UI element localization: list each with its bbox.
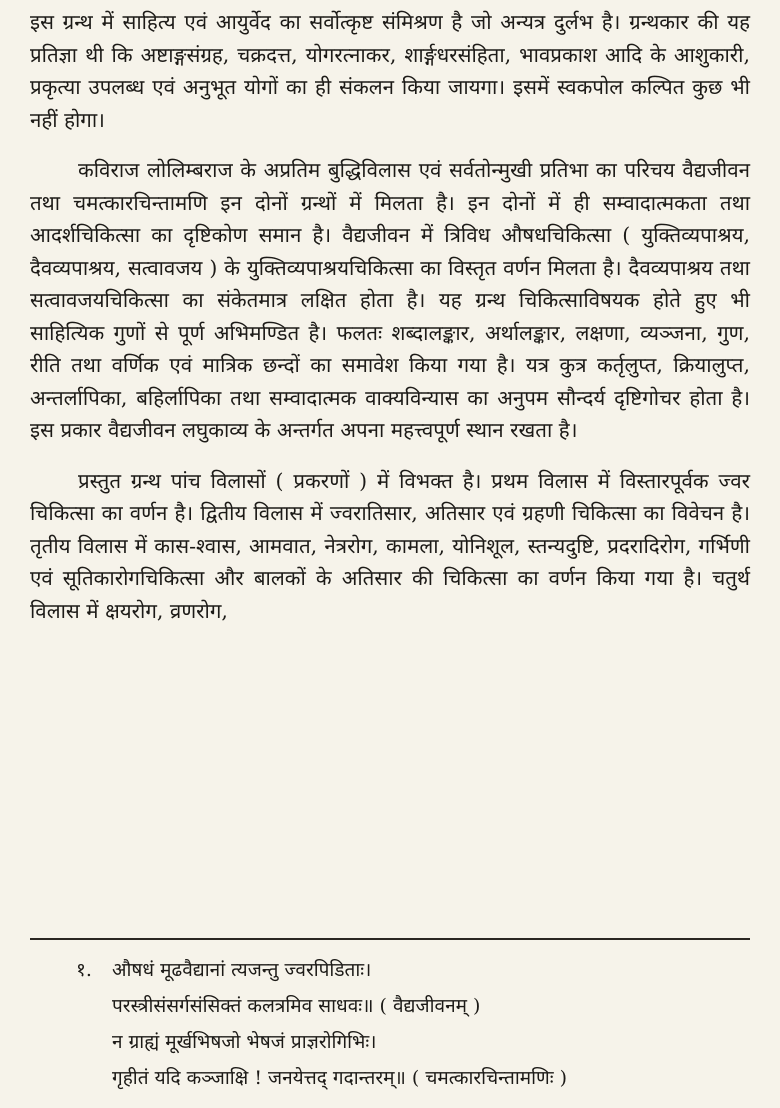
paragraph-lolimbaraja [30,154,750,447]
paragraph-intro [30,6,750,136]
footnote-line-text: गृहीतं यदि कञ्जाक्षि ! जनयेत्तद् गदान्तरम्॥ ( चमत्कारचिन्तामणिः ) [112,1067,568,1089]
footnote-number: १. [76,959,92,981]
paragraph-vilasa [30,465,750,628]
footnote [76,952,750,1096]
footnote-line [76,952,750,988]
footnote-line [76,988,750,1024]
paragraph-text: कविराज लोलिम्बराज के अप्रतिम बुद्धिविलास एवं सर्वतोन्मुखी प्रतिभा का परिचय वैद्यजीवन तथा चमत्कारचिन्तामणि इन दोनों ग्रन्थों में मिलता है। इन दोनों में ही सम्वादात्मकता तथा आदर्शचिकित्सा का दृष्टिकोण समान है। वैद्यजीवन में त्रिविध औषधचिकित्सा ( युक्तिव्यपाश्रय, दैवव्यपाश्रय, सत्वावजय ) के युक्तिव्यपाश्रयचिकित्सा का विस्तृत वर्णन मिलता है। दैवव्यपाश्रय तथा सत्वावजयचिकित्सा का संकेतमात्र लक्षित होता है। यह ग्रन्थ चिकित्साविषयक होते हुए भी साहित्यिक गुणों से पूर्ण अभिमण्डित है। फलतः शब्दालङ्कार, अर्थालङ्कार, लक्षणा, व्यञ्जना, गुण, रीति तथा वर्णिक एवं मात्रिक छन्दों का समावेश किया गया है। यत्र कुत्र कर्तृलुप्त, क्रियालुप्त, अन्तर्लापिका, बहिर्लापिका तथा सम्वादात्मक वाक्यविन्यास का अनुपम सौन्दर्य दृष्टिगोचर होता है। इस प्रकार वैद्यजीवन लघुकाव्य के अन्तर्गत अपना महत्त्वपूर्ण स्थान रखता है। [30,158,750,442]
footnote-line-text: न ग्राह्यं मूर्खभिषजो भेषजं प्राज्ञरोगिभिः। [112,1031,377,1053]
footnote-line [76,1024,750,1060]
footnote-divider [30,938,750,940]
paragraph-text: इस ग्रन्थ में साहित्य एवं आयुर्वेद का सर्वोत्कृष्ट संमिश्रण है जो अन्यत्र दुर्लभ है। ग्रन्थकार की यह प्रतिज्ञा थी कि अष्टाङ्गसंग्रह, चक्रदत्त, योगरत्नाकर, शार्ङ्गधरसंहिता, भावप्रकाश आदि के आशुकारी, प्रकृत्या उपलब्ध एवं अनुभूत योगों का ही संकलन किया जायगा। इसमें स्वकपोल कल्पित कुछ भी नहीं होगा। [30,10,750,132]
footnote-line [76,1060,750,1096]
footnote-line-text: परस्त्रीसंसर्गसंसिक्तं कलत्रमिव साधवः॥ ( वैद्यजीवनम् ) [112,995,481,1017]
footnote-line-text: औषधं मूढवैद्यानां त्यजन्तु ज्वरपिडिताः। [112,959,372,981]
paragraph-text: प्रस्तुत ग्रन्थ पांच विलासों ( प्रकरणों ) में विभक्त है। प्रथम विलास में विस्तारपूर्वक ज्वर चिकित्सा का वर्णन है। द्वितीय विलास में ज्वरातिसार, अतिसार एवं ग्रहणी चिकित्सा का विवेचन है। तृतीय विलास में कास-श्वास, आमवात, नेत्ररोग, कामला, योनिशूल, स्तन्यदुष्टि, प्रदरादिरोग, गर्भिणी एवं सूतिकारोगचिकित्सा और बालकों के अतिसार की चिकित्सा का वर्णन किया गया है। चतुर्थ विलास में क्षयरोग, व्रणरोग, [30,468,750,623]
